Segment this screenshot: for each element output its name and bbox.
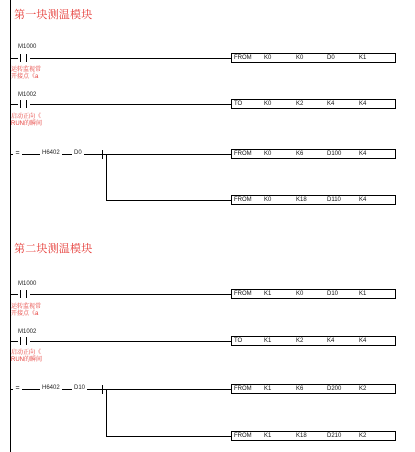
- comment-line-2: RUN的瞬间: [11, 357, 42, 363]
- instruction-arg: K6: [296, 386, 304, 392]
- instruction-arg: K4: [327, 338, 335, 344]
- contact-label-m1002-1: M1002: [18, 92, 37, 98]
- instruction-arg: D110: [327, 197, 341, 203]
- comment-line-1: 运转监视常: [11, 67, 42, 73]
- compare-equal-symbol: =: [13, 385, 22, 393]
- instruction-arg: K1: [264, 338, 272, 344]
- instruction-box: [231, 195, 396, 205]
- normally-open-contact-icon: [18, 337, 30, 345]
- comment-line-2: 开接点《a: [11, 74, 39, 80]
- instruction-arg: K1: [264, 386, 272, 392]
- instruction-arg: K4: [327, 101, 335, 107]
- instruction-op: FROM: [234, 433, 252, 439]
- instruction-box: [231, 431, 396, 441]
- rung-line: [10, 104, 18, 105]
- instruction-op: FROM: [234, 151, 252, 157]
- normally-open-contact-icon: [18, 54, 30, 62]
- instruction-op: FROM: [234, 197, 252, 203]
- instruction-arg: K1: [264, 433, 272, 439]
- instruction-arg: D200: [327, 386, 342, 392]
- compare-value: H6402: [42, 150, 60, 156]
- comment-line-1: 运转监视常: [11, 304, 42, 310]
- instruction-arg: K0: [264, 101, 272, 107]
- instruction-arg: K2: [359, 433, 367, 439]
- instruction-arg: K0: [264, 55, 272, 61]
- instruction-arg: K18: [296, 433, 307, 439]
- rung-line: [30, 58, 231, 59]
- instruction-arg: K2: [296, 338, 304, 344]
- contact-label-m1002-2: M1002: [18, 329, 37, 335]
- rung-line: [10, 294, 18, 295]
- instruction-arg: D100: [327, 151, 342, 157]
- compare-end-bar: [102, 385, 103, 394]
- rung-line: [10, 341, 18, 342]
- contact-comment: [11, 304, 41, 318]
- instruction-arg: K4: [359, 197, 367, 203]
- instruction-box: [231, 149, 396, 159]
- instruction-arg: K4: [359, 151, 367, 157]
- instruction-arg: K6: [296, 151, 304, 157]
- rung-line: [10, 58, 18, 59]
- contact-comment: [11, 114, 42, 128]
- instruction-box: [231, 289, 396, 299]
- instruction-arg: K2: [359, 386, 367, 392]
- instruction-op: TO: [234, 101, 243, 107]
- branch-line: [106, 200, 231, 201]
- instruction-arg: K0: [264, 197, 272, 203]
- normally-open-contact-icon: [18, 290, 30, 298]
- compare-value: H6402: [42, 385, 60, 391]
- contact-comment: [11, 350, 42, 364]
- branch-vertical: [106, 154, 107, 201]
- rung-line: [30, 341, 231, 342]
- instruction-arg: D210: [327, 433, 342, 439]
- instruction-arg: K1: [359, 291, 367, 297]
- instruction-arg: K1: [359, 55, 367, 61]
- comment-line-1: 启动正向《: [11, 350, 42, 356]
- instruction-op: FROM: [234, 55, 252, 61]
- instruction-op: FROM: [234, 291, 252, 297]
- compare-register: D10: [74, 385, 86, 391]
- compare-end-bar: [102, 150, 103, 159]
- contact-comment: [11, 67, 41, 81]
- instruction-op: TO: [234, 338, 243, 344]
- instruction-arg: K2: [296, 101, 304, 107]
- rung-line: [30, 294, 231, 295]
- instruction-arg: D0: [327, 55, 335, 61]
- instruction-arg: K18: [296, 197, 307, 203]
- rung-line: [30, 104, 231, 105]
- contact-label-m1000-1: M1000: [18, 44, 37, 50]
- instruction-arg: D10: [327, 291, 339, 297]
- instruction-arg: K4: [359, 338, 367, 344]
- instruction-arg: K0: [296, 291, 304, 297]
- normally-open-contact-icon: [18, 100, 30, 108]
- comment-line-1: 启动正向《: [11, 114, 42, 120]
- instruction-arg: K4: [359, 101, 367, 107]
- instruction-arg: K0: [296, 55, 304, 61]
- instruction-box: [231, 53, 396, 63]
- instruction-arg: K0: [264, 151, 272, 157]
- instruction-op: FROM: [234, 386, 252, 392]
- section-title-2: 第二块测温模块: [14, 243, 93, 255]
- instruction-box: [231, 99, 396, 109]
- compare-equal-symbol: =: [13, 150, 22, 158]
- contact-label-m1000-2: M1000: [18, 281, 37, 287]
- comment-line-2: RUN的瞬间: [11, 121, 42, 127]
- branch-line: [106, 436, 231, 437]
- compare-register: D0: [74, 150, 82, 156]
- instruction-arg: K1: [264, 291, 272, 297]
- instruction-box: [231, 336, 396, 346]
- section-title-1: 第一块测温模块: [14, 9, 93, 21]
- comment-line-2: 开接点《a: [11, 311, 39, 317]
- instruction-box: [231, 384, 396, 394]
- branch-vertical: [106, 389, 107, 437]
